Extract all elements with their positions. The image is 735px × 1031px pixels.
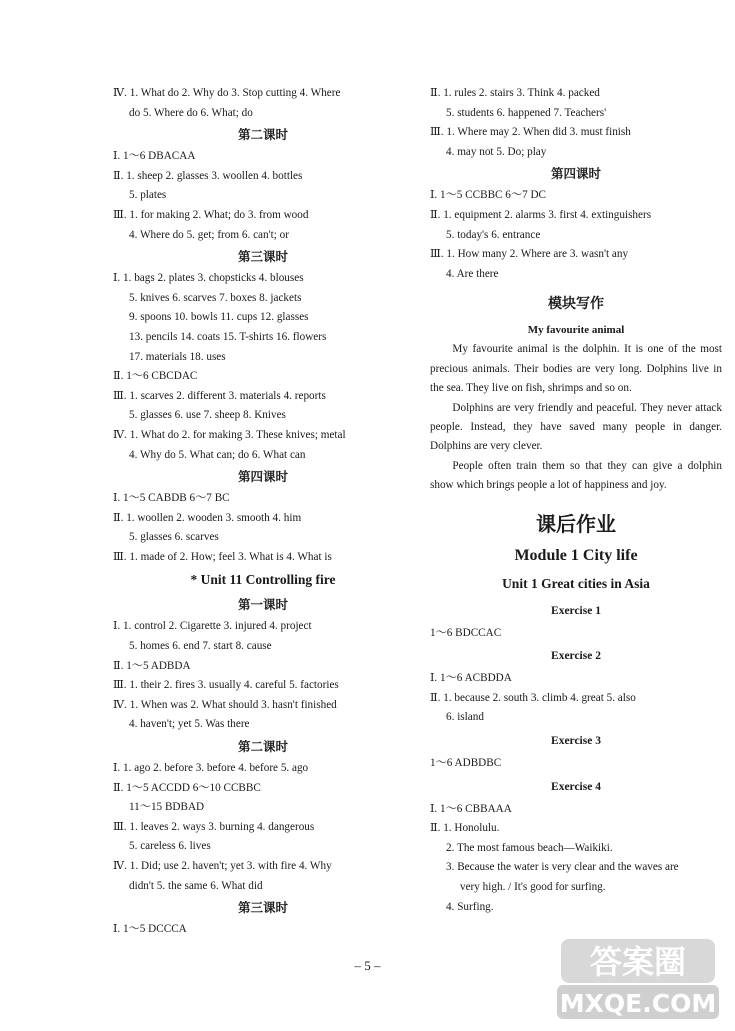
unit-title: Unit 1 Great cities in Asia xyxy=(502,575,650,591)
answer-line: Ⅲ. 1. for making 2. What; do 3. from wood xyxy=(113,208,309,221)
watermark-logo-icon xyxy=(553,933,723,1023)
watermark-logo xyxy=(553,933,723,1023)
answer-line: 5. careless 6. lives xyxy=(129,840,211,853)
answer-line: Ⅲ. 1. their 2. fires 3. usually 4. careful 5. factories xyxy=(113,679,339,692)
answer-line: Ⅰ. 1～6 CBBAAA xyxy=(430,802,512,815)
answer-line: 4. haven't; yet 5. Was there xyxy=(129,718,250,731)
exercise-answers xyxy=(430,624,722,644)
lesson-heading: 第二课时 xyxy=(237,740,288,755)
lesson-heading: 第三课时 xyxy=(237,250,288,265)
answer-line: 5. today's 6. entrance xyxy=(446,228,541,241)
answer-line: Ⅳ. 1. Did; use 2. haven't; yet 3. with fire 4. Why xyxy=(113,860,332,872)
exercise-answers xyxy=(430,669,722,728)
svg-text:答案圈: 答案圈 xyxy=(589,943,687,981)
answer-line: 4. may not 5. Do; play xyxy=(446,145,547,158)
answer-line: 1～6 ADBDBC xyxy=(430,756,502,769)
lesson-heading: 第三课时 xyxy=(237,901,288,916)
answer-line: 3. Because the water is very clear and the waves are xyxy=(446,861,679,874)
answer-line: Ⅲ. 1. How many 2. Where are 3. wasn't any xyxy=(430,248,629,261)
answer-line: Ⅰ. 1～5 CABDB 6～7 BC xyxy=(113,492,230,505)
writing-section xyxy=(430,290,722,495)
answer-line: 5. plates xyxy=(129,189,167,202)
answer-line: Ⅳ. 1. When was 2. What should 3. hasn't finished xyxy=(113,698,337,711)
answer-line: 6. island xyxy=(446,711,484,724)
answer-line: Ⅱ. 1～6 CBCDAC xyxy=(113,370,198,383)
answer-line: Ⅲ. 1. Where may 2. When did 3. must finish xyxy=(430,126,631,139)
answer-line: Ⅰ. 1. bags 2. plates 3. chopsticks 4. blouses xyxy=(113,272,304,285)
answers-continued xyxy=(430,84,722,284)
lesson-heading: 第二课时 xyxy=(237,128,288,143)
answer-line: Ⅰ. 1. ago 2. before 3. before 4. before 5. ago xyxy=(113,762,309,775)
answer-line: Ⅱ. 1. Honolulu. xyxy=(430,822,500,835)
lesson-heading: 第一课时 xyxy=(237,598,288,613)
unit-heading: * Unit 11 Controlling fire xyxy=(190,572,336,588)
left-column xyxy=(113,84,413,940)
answer-line: Ⅲ. 1. made of 2. How; feel 3. What is 4. What is xyxy=(113,550,332,563)
answer-line: very high. / It's good for surfing. xyxy=(460,880,606,893)
homework-section xyxy=(430,506,722,918)
answer-line: 5. homes 6. end 7. start 8. cause xyxy=(129,640,272,653)
answer-line: 1～6 BDCCAC xyxy=(430,626,502,639)
answer-line: 13. pencils 14. coats 15. T-shirts 16. flowers xyxy=(129,330,327,343)
answer-line: Ⅱ. 1. equipment 2. alarms 3. first 4. extinguishers xyxy=(430,208,652,221)
answer-line: 11～15 BDBAD xyxy=(129,801,205,814)
essay-title: My favourite animal xyxy=(527,324,625,337)
exercise-heading: Exercise 1 xyxy=(551,604,601,617)
answer-line: Ⅲ. 1. leaves 2. ways 3. burning 4. dangerous xyxy=(113,820,315,833)
answer-line: 4. Surfing. xyxy=(446,900,494,913)
answer-line: Ⅰ. 1～6 DBACAA xyxy=(113,150,196,163)
essay-paragraph: Dolphins are very friendly and peaceful. They never attack people. Instead, they have saved many people in danger. Dolphins are very clever. xyxy=(430,401,722,453)
writing-heading: 模块写作 xyxy=(548,296,604,313)
answer-line: Ⅰ. 1～6 ACBDDA xyxy=(430,672,512,685)
right-column xyxy=(430,84,722,917)
answer-line: Ⅳ. 1. What do 2. for making 3. These knives; metal xyxy=(113,428,346,441)
answer-line: Ⅱ. 1. woollen 2. wooden 3. smooth 4. him xyxy=(113,511,302,524)
svg-text:MXQE.COM: MXQE.COM xyxy=(559,989,717,1018)
answer-line: didn't 5. the same 6. What did xyxy=(129,879,263,892)
answer-line: 17. materials 18. uses xyxy=(129,350,226,363)
answer-line: 5. glasses 6. scarves xyxy=(129,531,219,544)
exercise-list xyxy=(430,598,722,918)
lesson-heading: 第四课时 xyxy=(550,167,601,182)
exercise-answers xyxy=(430,800,722,918)
essay-body xyxy=(430,340,722,495)
page-number: – 5 – xyxy=(354,958,381,973)
answer-line: 5. glasses 6. use 7. sheep 8. Knives xyxy=(129,409,286,422)
essay-paragraph: People often train them so that they can give a dolphin show which brings people a lot of happiness and joy. xyxy=(430,459,722,492)
answer-line: Ⅱ. 1～5 ACCDD 6～10 CCBBC xyxy=(113,781,261,794)
exercise-answers xyxy=(430,754,722,774)
answer-line: Ⅰ. 1～5 CCBBC 6～7 DC xyxy=(430,189,547,202)
answer-line: 5. knives 6. scarves 7. boxes 8. jackets xyxy=(129,291,302,304)
answer-line: Ⅱ. 1. sheep 2. glasses 3. woollen 4. bottles xyxy=(113,169,303,182)
module-title: Module 1 City life xyxy=(514,546,638,564)
exercise-heading: Exercise 3 xyxy=(551,734,601,747)
exercise-heading: Exercise 2 xyxy=(551,650,601,663)
answer-line: Ⅰ. 1. control 2. Cigarette 3. injured 4. project xyxy=(113,620,312,633)
essay-paragraph: My favourite animal is the dolphin. It is one of the most precious animals. Their bodies are very long. Dolphins live in the sea. They live on fish, shrimps and so on. xyxy=(430,343,722,395)
answer-line: 4. Where do 5. get; from 6. can't; or xyxy=(129,228,289,241)
lesson-heading: 第四课时 xyxy=(237,470,288,485)
answer-line: 5. students 6. happened 7. Teachers' xyxy=(446,106,607,119)
answer-line: 4. Why do 5. What can; do 6. What can xyxy=(129,448,306,461)
answer-line: Ⅲ. 1. scarves 2. different 3. materials 4. reports xyxy=(113,389,326,402)
answer-line: 9. spoons 10. bowls 11. cups 12. glasses xyxy=(129,311,309,324)
answer-line: Ⅱ. 1～5 ADBDA xyxy=(113,659,191,672)
answer-line: Ⅰ. 1～5 DCCCA xyxy=(113,923,187,936)
exercise-heading: Exercise 4 xyxy=(551,780,601,793)
homework-title: 课后作业 xyxy=(536,511,616,536)
answer-line: Ⅳ. 1. What do 2. Why do 3. Stop cutting 4. Where xyxy=(113,87,341,99)
answer-line: Ⅱ. 1. because 2. south 3. climb 4. great 5. also xyxy=(430,691,636,704)
answer-line: do 5. Where do 6. What; do xyxy=(129,106,253,119)
answer-line: 4. Are there xyxy=(446,267,499,280)
answer-line: 2. The most famous beach—Waikiki. xyxy=(446,841,613,854)
answer-line: Ⅱ. 1. rules 2. stairs 3. Think 4. packed xyxy=(430,87,600,99)
